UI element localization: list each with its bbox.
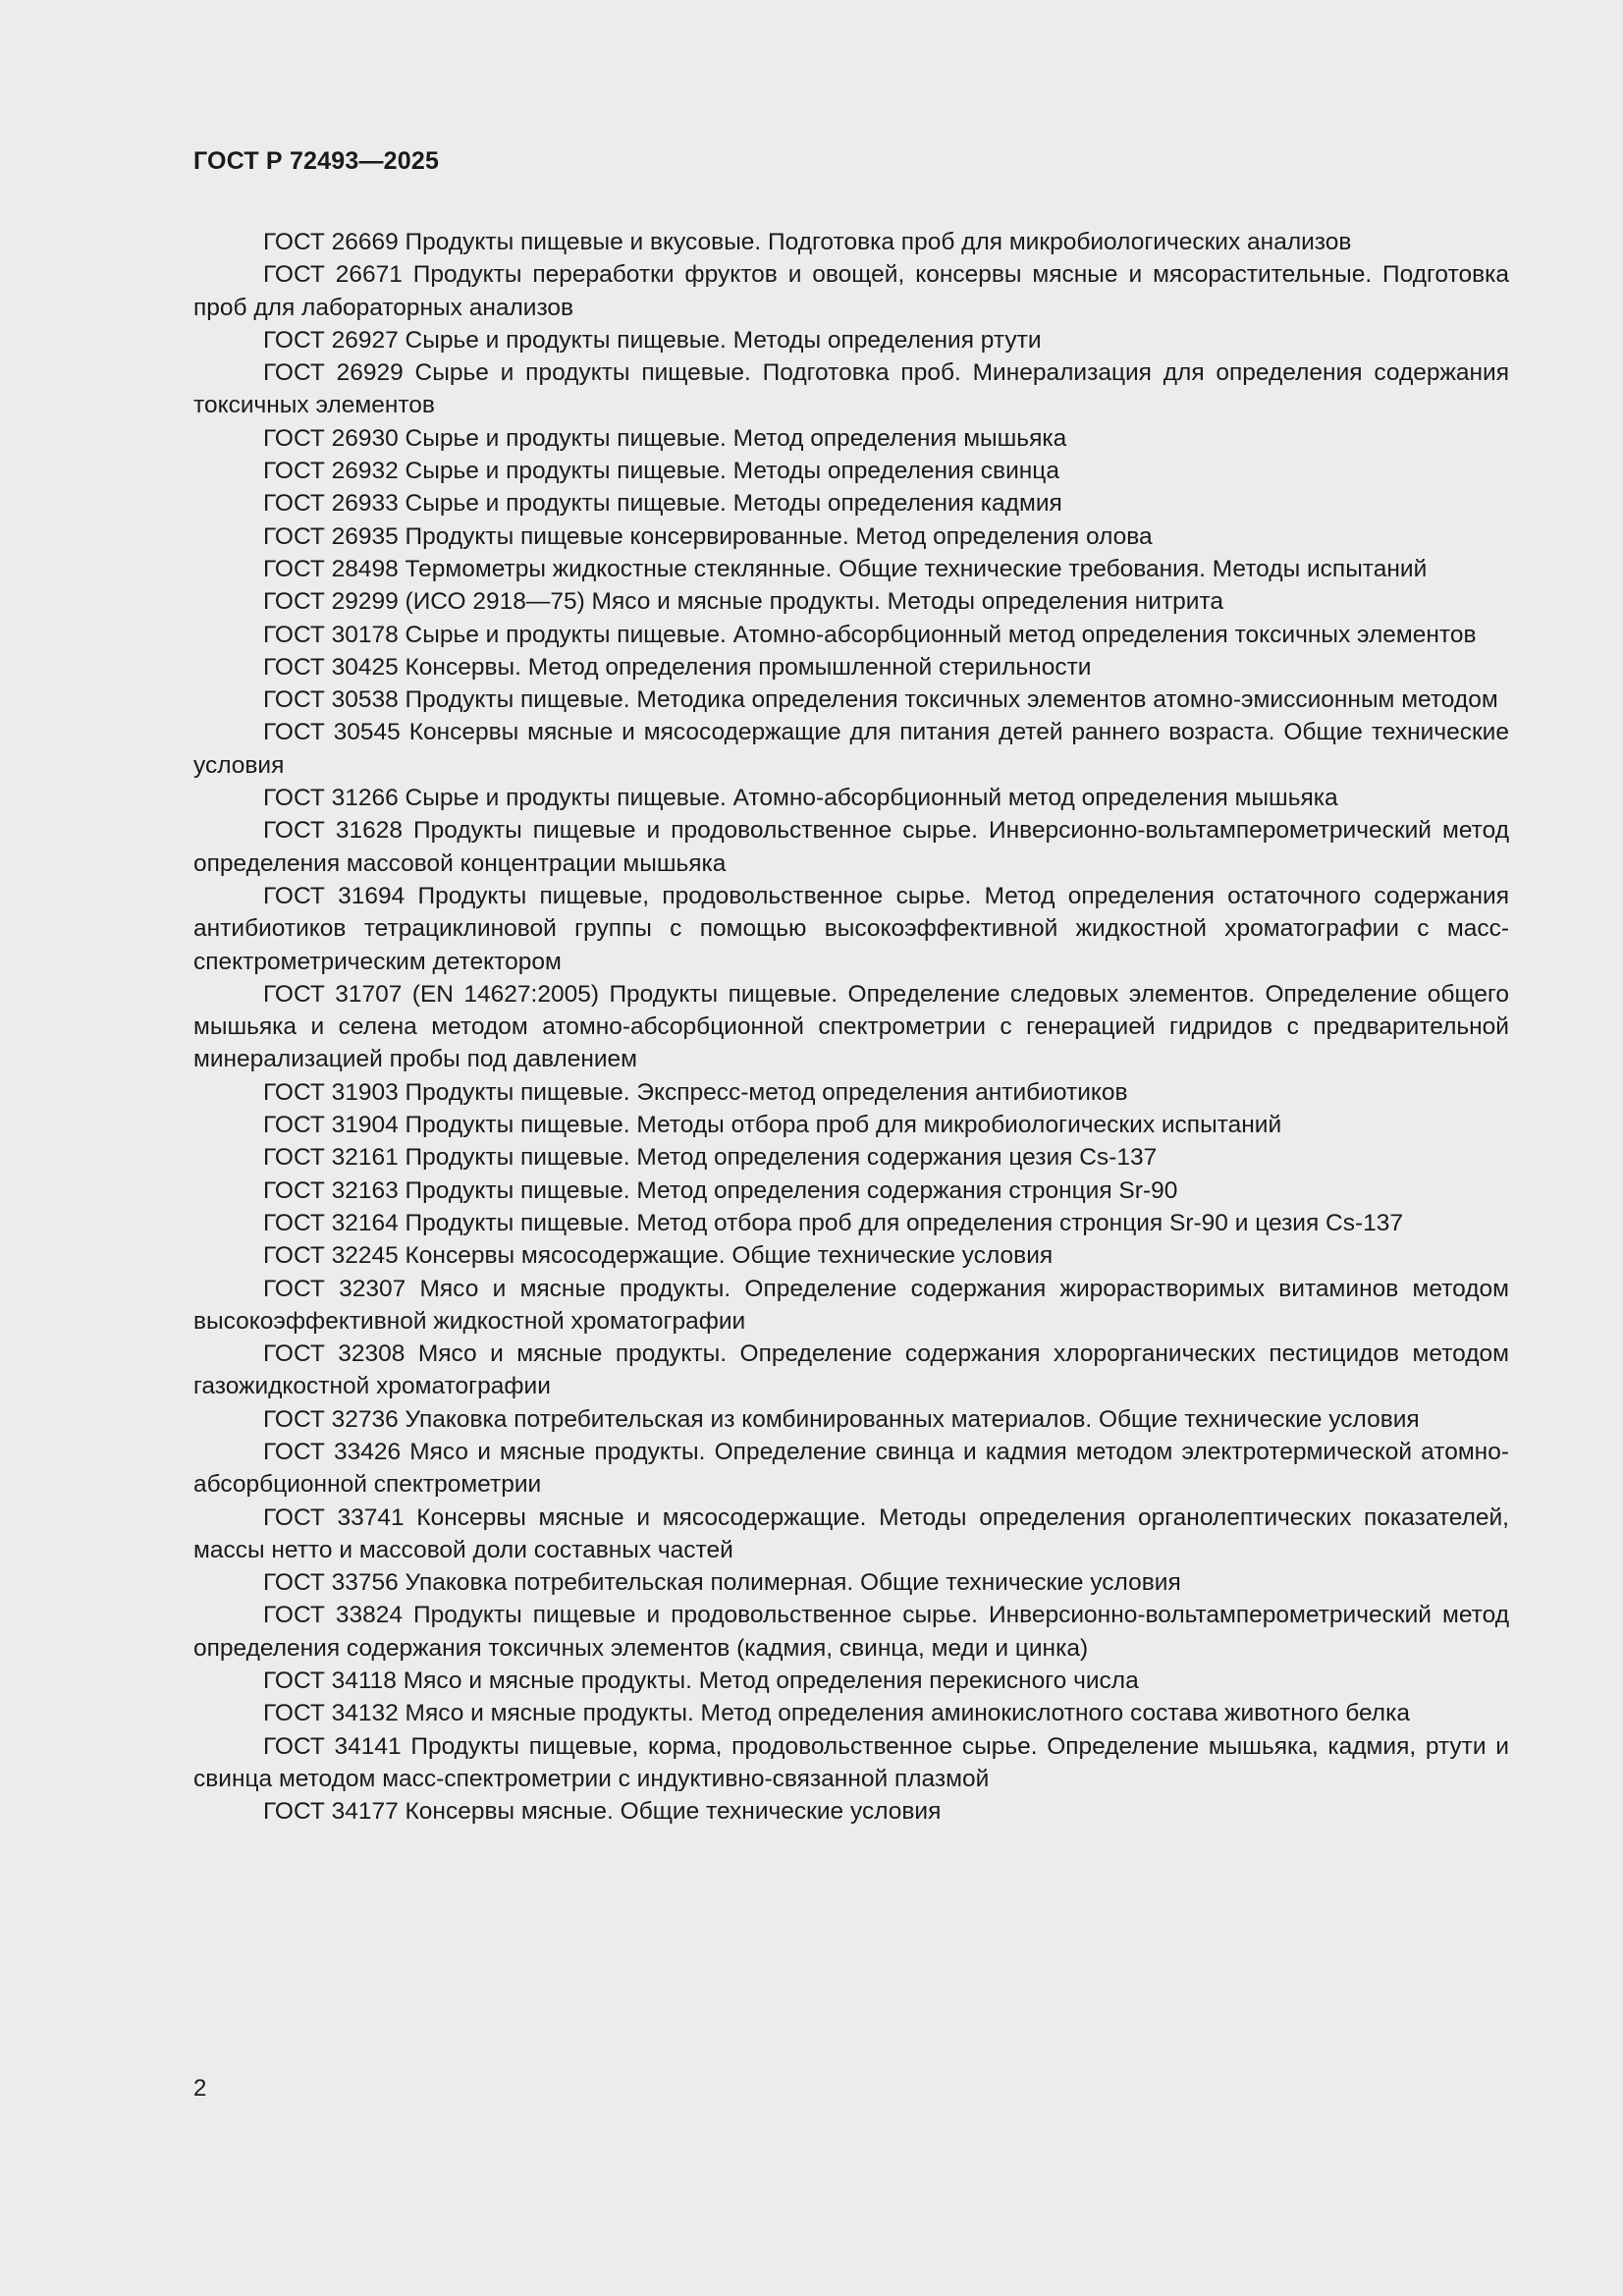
reference-item: ГОСТ 33426 Мясо и мясные продукты. Определение свинца и кадмия методом электротермической атомно-абсорбционной спектрометрии <box>193 1438 1509 1499</box>
reference-item: ГОСТ 33824 Продукты пищевые и продовольственное сырье. Инверсионно-вольтамперометрический метод определения содержания токсичных элементов (кадмия, свинца, меди и цинка) <box>193 1602 1509 1662</box>
reference-item: ГОСТ 26929 Сырье и продукты пищевые. Подготовка проб. Минерализация для определения содержания токсичных элементов <box>193 359 1509 419</box>
reference-item: ГОСТ 34177 Консервы мясные. Общие технические условия <box>263 1798 942 1826</box>
normative-references-list <box>193 226 1509 1829</box>
reference-item: ГОСТ 30425 Консервы. Метод определения промышленной стерильности <box>263 653 1092 681</box>
reference-item: ГОСТ 32245 Консервы мясосодержащие. Общие технические условия <box>263 1242 1054 1270</box>
reference-item: ГОСТ 31904 Продукты пищевые. Методы отбора проб для микробиологических испытаний <box>263 1112 1282 1139</box>
reference-item: ГОСТ 32308 Мясо и мясные продукты. Определение содержания хлорорганических пестицидов методом газожидкостной хроматографии <box>193 1340 1509 1400</box>
reference-item: ГОСТ 34118 Мясо и мясные продукты. Метод определения перекисного числа <box>263 1667 1139 1695</box>
reference-item: ГОСТ 34141 Продукты пищевые, корма, продовольственное сырье. Определение мышьяка, кадмия, ртути и свинца методом масс-спектрометрии с индуктивно-связанной плазмой <box>193 1732 1509 1792</box>
reference-item: ГОСТ 31707 (EN 14627:2005) Продукты пищевые. Определение следовых элементов. Определение общего мышьяка и селена методом атомно-абсорбционной спектрометрии с генерацией гидридов с предварительной минерализацией пробы под давлением <box>193 980 1509 1073</box>
reference-item: ГОСТ 26932 Сырье и продукты пищевые. Методы определения свинца <box>263 458 1059 485</box>
reference-item: ГОСТ 31266 Сырье и продукты пищевые. Атомно-абсорбционный метод определения мышьяка <box>263 785 1338 812</box>
reference-item: ГОСТ 33741 Консервы мясные и мясосодержащие. Методы определения органолептических показателей, массы нетто и массовой доли составных частей <box>193 1503 1509 1563</box>
reference-item: ГОСТ 29299 (ИСО 2918—75) Мясо и мясные продукты. Методы определения нитрита <box>263 588 1224 616</box>
reference-item: ГОСТ 26935 Продукты пищевые консервированные. Метод определения олова <box>263 522 1153 550</box>
reference-item: ГОСТ 32736 Упаковка потребительская из комбинированных материалов. Общие технические условия <box>263 1405 1420 1433</box>
reference-item: ГОСТ 34132 Мясо и мясные продукты. Метод определения аминокислотного состава животного белка <box>263 1700 1410 1727</box>
reference-item: ГОСТ 30545 Консервы мясные и мясосодержащие для питания детей раннего возраста. Общие технические условия <box>193 719 1509 779</box>
reference-item: ГОСТ 33756 Упаковка потребительская полимерная. Общие технические условия <box>263 1569 1181 1597</box>
reference-item: ГОСТ 26933 Сырье и продукты пищевые. Методы определения кадмия <box>263 490 1062 518</box>
reference-item: ГОСТ 26927 Сырье и продукты пищевые. Методы определения ртути <box>263 326 1042 354</box>
reference-item: ГОСТ 30178 Сырье и продукты пищевые. Атомно-абсорбционный метод определения токсичных элементов <box>263 621 1477 648</box>
reference-item: ГОСТ 32163 Продукты пищевые. Метод определения содержания стронция Sr-90 <box>263 1176 1178 1204</box>
reference-item: ГОСТ 32307 Мясо и мясные продукты. Определение содержания жирорастворимых витаминов методом высокоэффективной жидкостной хроматографии <box>193 1275 1509 1335</box>
reference-item: ГОСТ 31903 Продукты пищевые. Экспресс-метод определения антибиотиков <box>263 1078 1128 1106</box>
reference-item: ГОСТ 28498 Термометры жидкостные стеклянные. Общие технические требования. Методы испытаний <box>263 555 1428 582</box>
reference-item: ГОСТ 32161 Продукты пищевые. Метод определения содержания цезия Cs-137 <box>263 1144 1158 1172</box>
page-number: 2 <box>193 2075 207 2102</box>
reference-item: ГОСТ 26669 Продукты пищевые и вкусовые. Подготовка проб для микробиологических анализов <box>263 229 1352 255</box>
reference-item: ГОСТ 31628 Продукты пищевые и продовольственное сырье. Инверсионно-вольтамперометрический метод определения массовой концентрации мышьяка <box>193 817 1509 877</box>
reference-item: ГОСТ 31694 Продукты пищевые, продовольственное сырье. Метод определения остаточного содержания антибиотиков тетрациклиновой группы с помощью высокоэффективной жидкостной хроматографии с масс-спектрометрическим детектором <box>193 882 1509 975</box>
reference-item: ГОСТ 26671 Продукты переработки фруктов и овощей, консервы мясные и мясорастительные. Подготовка проб для лабораторных анализов <box>193 261 1509 321</box>
reference-item: ГОСТ 30538 Продукты пищевые. Методика определения токсичных элементов атомно-эмиссионным методом <box>263 686 1498 714</box>
reference-item: ГОСТ 26930 Сырье и продукты пищевые. Метод определения мышьяка <box>263 424 1067 452</box>
document-header: ГОСТ Р 72493—2025 <box>193 147 440 175</box>
reference-item: ГОСТ 32164 Продукты пищевые. Метод отбора проб для определения стронция Sr-90 и цезия Cs-137 <box>263 1209 1404 1236</box>
